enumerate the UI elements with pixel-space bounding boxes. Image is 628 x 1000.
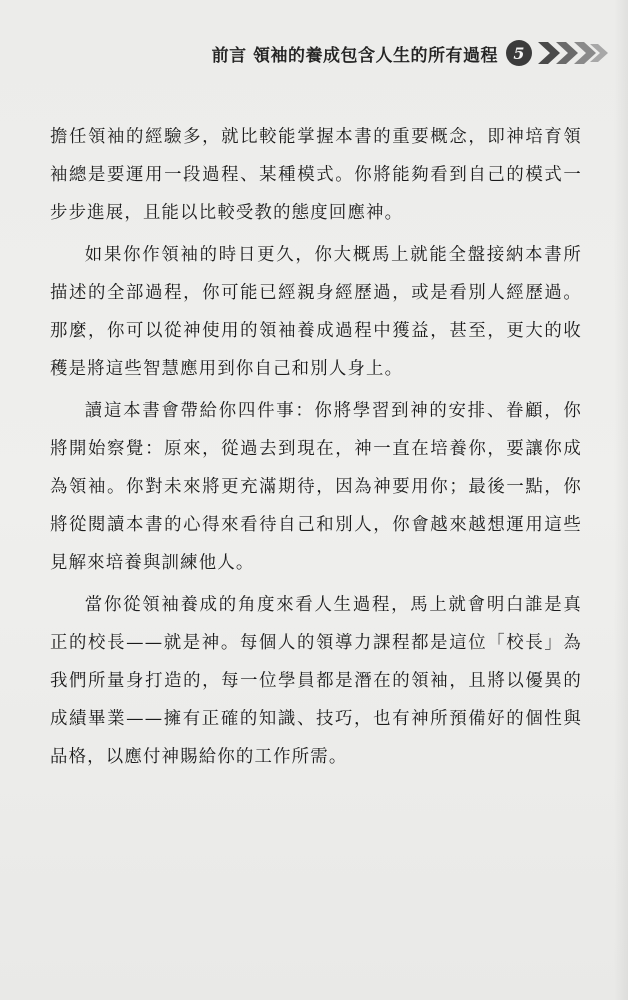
paragraph-1: 擔任領袖的經驗多，就比較能掌握本書的重要概念，即神培育領袖總是要運用一段過程、某種模式。你將能夠看到自己的模式一步步進展，且能以比較受教的態度回應神。: [50, 127, 582, 223]
page-number-badge: 5: [506, 40, 532, 66]
paragraph-3: 讀這本書會帶給你四件事：你將學習到神的安排、眷顧，你將開始察覺：原來，從過去到現在，神一直在培養你，要讓你成為領袖。你對未來將更充滿期待，因為神要用你；最後一點，你將從閱讀本書的心得來看待自己和別人，你會越來越想運用這些見解來培養與訓練他人。: [50, 401, 582, 573]
chevron-arrows-icon: [536, 40, 610, 66]
paragraph-4: 當你從領袖養成的角度來看人生過程，馬上就會明白誰是真正的校長——就是神。每個人的領導力課程都是這位「校長」為我們所量身打造的，每一位學員都是潛在的領袖，且將以優異的成績畢業——擁有正確的知識、技巧，也有神所預備好的個性與品格，以應付神賜給你的工作所需。: [50, 595, 582, 767]
paragraph-2: 如果你作領袖的時日更久，你大概馬上就能全盤接納本書所描述的全部過程，你可能已經親身經歷過，或是看別人經歷過。那麼，你可以從神使用的領袖養成過程中獲益，甚至，更大的收穫是將這些智慧應用到你自己和別人身上。: [50, 245, 582, 379]
scan-edge-shadow: [614, 0, 628, 1000]
running-header: [212, 38, 610, 68]
body-text: [50, 118, 582, 780]
header-title: 前言 領袖的養成包含人生的所有過程: [211, 45, 498, 66]
